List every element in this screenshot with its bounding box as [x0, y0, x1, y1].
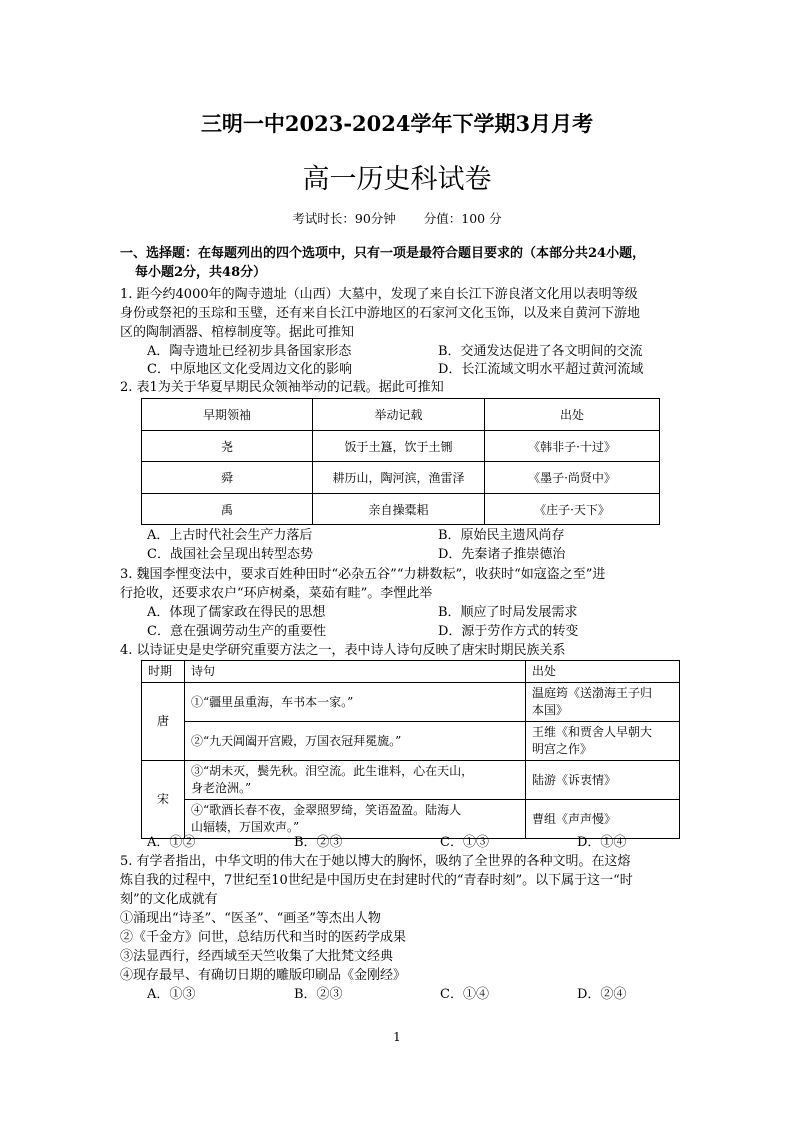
q4-source-line: 温庭筠《送渤海王子归	[532, 686, 653, 700]
page-number: 1	[393, 1030, 401, 1044]
q4-source-line: 陆游《诉衷情》	[532, 772, 617, 787]
q3-stem-line: 3. 魏国李悝变法中，要求百姓种田时“必杂五谷”“力耕数耘”，收获时“如寇盗之至”进	[120, 567, 606, 582]
q1-option-a[interactable]: A．陶寺遗址已经初步具备国家形态	[147, 344, 352, 359]
q2-cell: 耕历山，陶河滨，渔雷泽	[313, 462, 485, 494]
q4-poem-cell	[185, 800, 526, 839]
q4-source-line: 曹组《声声慢》	[532, 811, 617, 826]
q1-stem-line: 身份或祭祀的玉琮和玉璧，还有来自长江中游地区的石家河文化玉饰，以及来自黄河下游地	[120, 306, 641, 321]
q2-stem: 2. 表1为关于华夏早期民众领袖举动的记载。据此可推知	[120, 380, 444, 395]
q3-option-a[interactable]: A．体现了儒家政在得民的思想	[147, 605, 326, 620]
q5-stem-line: 刻”的文化成就有	[120, 892, 218, 907]
q4-table	[141, 660, 680, 839]
q4-header-cell: 时期	[142, 661, 185, 683]
q4-option-a[interactable]: A．①②	[147, 835, 196, 850]
q2-cell: 饭于土簋，饮于土铏	[313, 431, 485, 462]
q2-cell: 《庄子·天下》	[485, 494, 660, 525]
q4-poem-line: ①“疆里虽重海，车书本一家。”	[191, 694, 354, 709]
q5-item-line: ④现存最早、有确切日期的雕版印刷品《金刚经》	[120, 968, 407, 983]
q5-item-line: ①涌现出“诗圣”、“医圣”、“画圣”等杰出人物	[120, 911, 381, 926]
q4-source-cell	[526, 683, 680, 722]
q4-source-line: 本国》	[532, 703, 569, 717]
q3-option-b[interactable]: B．顺应了时局发展需求	[438, 605, 578, 620]
exam-subtitle: 高一历史科试卷	[302, 164, 492, 195]
q2-table	[141, 398, 660, 525]
q2-cell: 亲自操橐耜	[313, 494, 485, 525]
q4-period-tang: 唐	[142, 683, 185, 761]
q5-option-b[interactable]: B．②③	[294, 987, 343, 1002]
q4-poem-cell	[185, 683, 526, 722]
q1-option-d[interactable]: D．长江流域文明水平超过黄河流域	[438, 362, 644, 377]
q1-option-b[interactable]: B．交通发达促进了各文明间的交流	[438, 344, 643, 359]
q2-option-b[interactable]: B．原始民主遗风尚存	[438, 528, 565, 543]
q2-cell: 《韩非子·十过》	[485, 431, 660, 462]
q4-source-cell	[526, 722, 680, 761]
q4-source-line: 王维《和贾舍人早朝大	[532, 725, 653, 739]
q1-stem-line: 1. 距今约4000年的陶寺遗址（山西）大墓中，发现了来自长江下游良渚文化用以表明等级	[120, 287, 638, 302]
q2-option-a[interactable]: A．上古时代社会生产力落后	[147, 528, 313, 543]
q5-item-line: ③法显西行，经西域至天竺收集了大批梵文经典	[120, 949, 394, 964]
q1-stem-line: 区的陶制酒器、棺椁制度等。据此可推知	[120, 325, 355, 340]
q3-option-c[interactable]: C．意在强调劳动生产的重要性	[147, 624, 326, 639]
section-heading-line2: 每小题2分，共48分）	[135, 265, 267, 280]
q1-option-c[interactable]: C．中原地区文化受周边文化的影响	[147, 362, 352, 377]
q5-option-a[interactable]: A．①③	[147, 987, 196, 1002]
q5-option-c[interactable]: C．①④	[440, 987, 489, 1002]
q4-source-line: 明宫之作》	[532, 742, 593, 756]
q4-header-cell: 出处	[526, 661, 680, 683]
exam-meta	[0, 209, 794, 227]
exam-title: 三明一中2023-2024学年下学期3月月考	[200, 111, 594, 136]
q4-stem: 4. 以诗证史是史学研究重要方法之一，表中诗人诗句反映了唐宋时期民族关系	[120, 643, 566, 658]
q2-cell: 尧	[142, 431, 313, 462]
q5-item-line: ②《千金方》问世，总结历代和当时的医药学成果	[120, 930, 407, 945]
q4-poem-line: 山辐辏，万国欢声。”	[191, 820, 300, 834]
exam-score: 分值：100 分	[423, 211, 502, 226]
q2-cell: 禹	[142, 494, 313, 525]
q2-header-cell: 出处	[485, 399, 660, 431]
q4-poem-line: ④“歌酒长春不夜，金翠照罗绮，笑语盈盈。陆海人	[191, 803, 462, 817]
q4-poem-cell	[185, 761, 526, 800]
q4-header-cell: 诗句	[185, 661, 526, 683]
q3-option-d[interactable]: D．源于劳作方式的转变	[438, 624, 579, 639]
q4-poem-line: ③“胡未灭，鬓先秋。泪空流。此生谁料，心在天山，	[191, 764, 474, 778]
q2-cell: 《墨子·尚贤中》	[485, 462, 660, 494]
q3-stem-line: 行抢收，还要求农户“环庐树桑，菜茹有畦”。李悝此举	[120, 586, 433, 601]
section-heading-line1: 一、选择题：在每题列出的四个选项中，只有一项是最符合题目要求的（本部分共24小题，	[120, 246, 646, 261]
q4-source-cell	[526, 800, 680, 839]
q2-cell: 舜	[142, 462, 313, 494]
q2-option-d[interactable]: D．先秦诸子推崇德治	[438, 547, 566, 562]
q4-option-b[interactable]: B．②③	[294, 835, 343, 850]
q4-poem-line: ②“九天阊阖开宫殿，万国衣冠拜冕旒。”	[191, 733, 402, 748]
q2-header-cell: 举动记载	[313, 399, 485, 431]
q5-stem-line: 炼自我的过程中，7世纪至10世纪是中国历史在封建时代的“青春时刻”。以下属于这一“时	[120, 873, 633, 888]
q4-source-cell	[526, 761, 680, 800]
q5-option-d[interactable]: D．②④	[577, 987, 627, 1002]
q4-poem-cell	[185, 722, 526, 761]
q4-poem-line: 身老沧洲。”	[191, 781, 252, 795]
exam-duration: 考试时长：90分钟	[292, 211, 396, 226]
q2-header-cell: 早期领袖	[142, 399, 313, 431]
q4-option-c[interactable]: C．①③	[440, 835, 489, 850]
q2-option-c[interactable]: C．战国社会呈现出转型态势	[147, 547, 313, 562]
q5-stem-line: 5. 有学者指出，中华文明的伟大在于她以博大的胸怀，吸纳了全世界的各种文明。在这熔	[120, 854, 631, 869]
q4-option-d[interactable]: D．①④	[577, 835, 627, 850]
q4-period-song: 宋	[142, 761, 185, 839]
